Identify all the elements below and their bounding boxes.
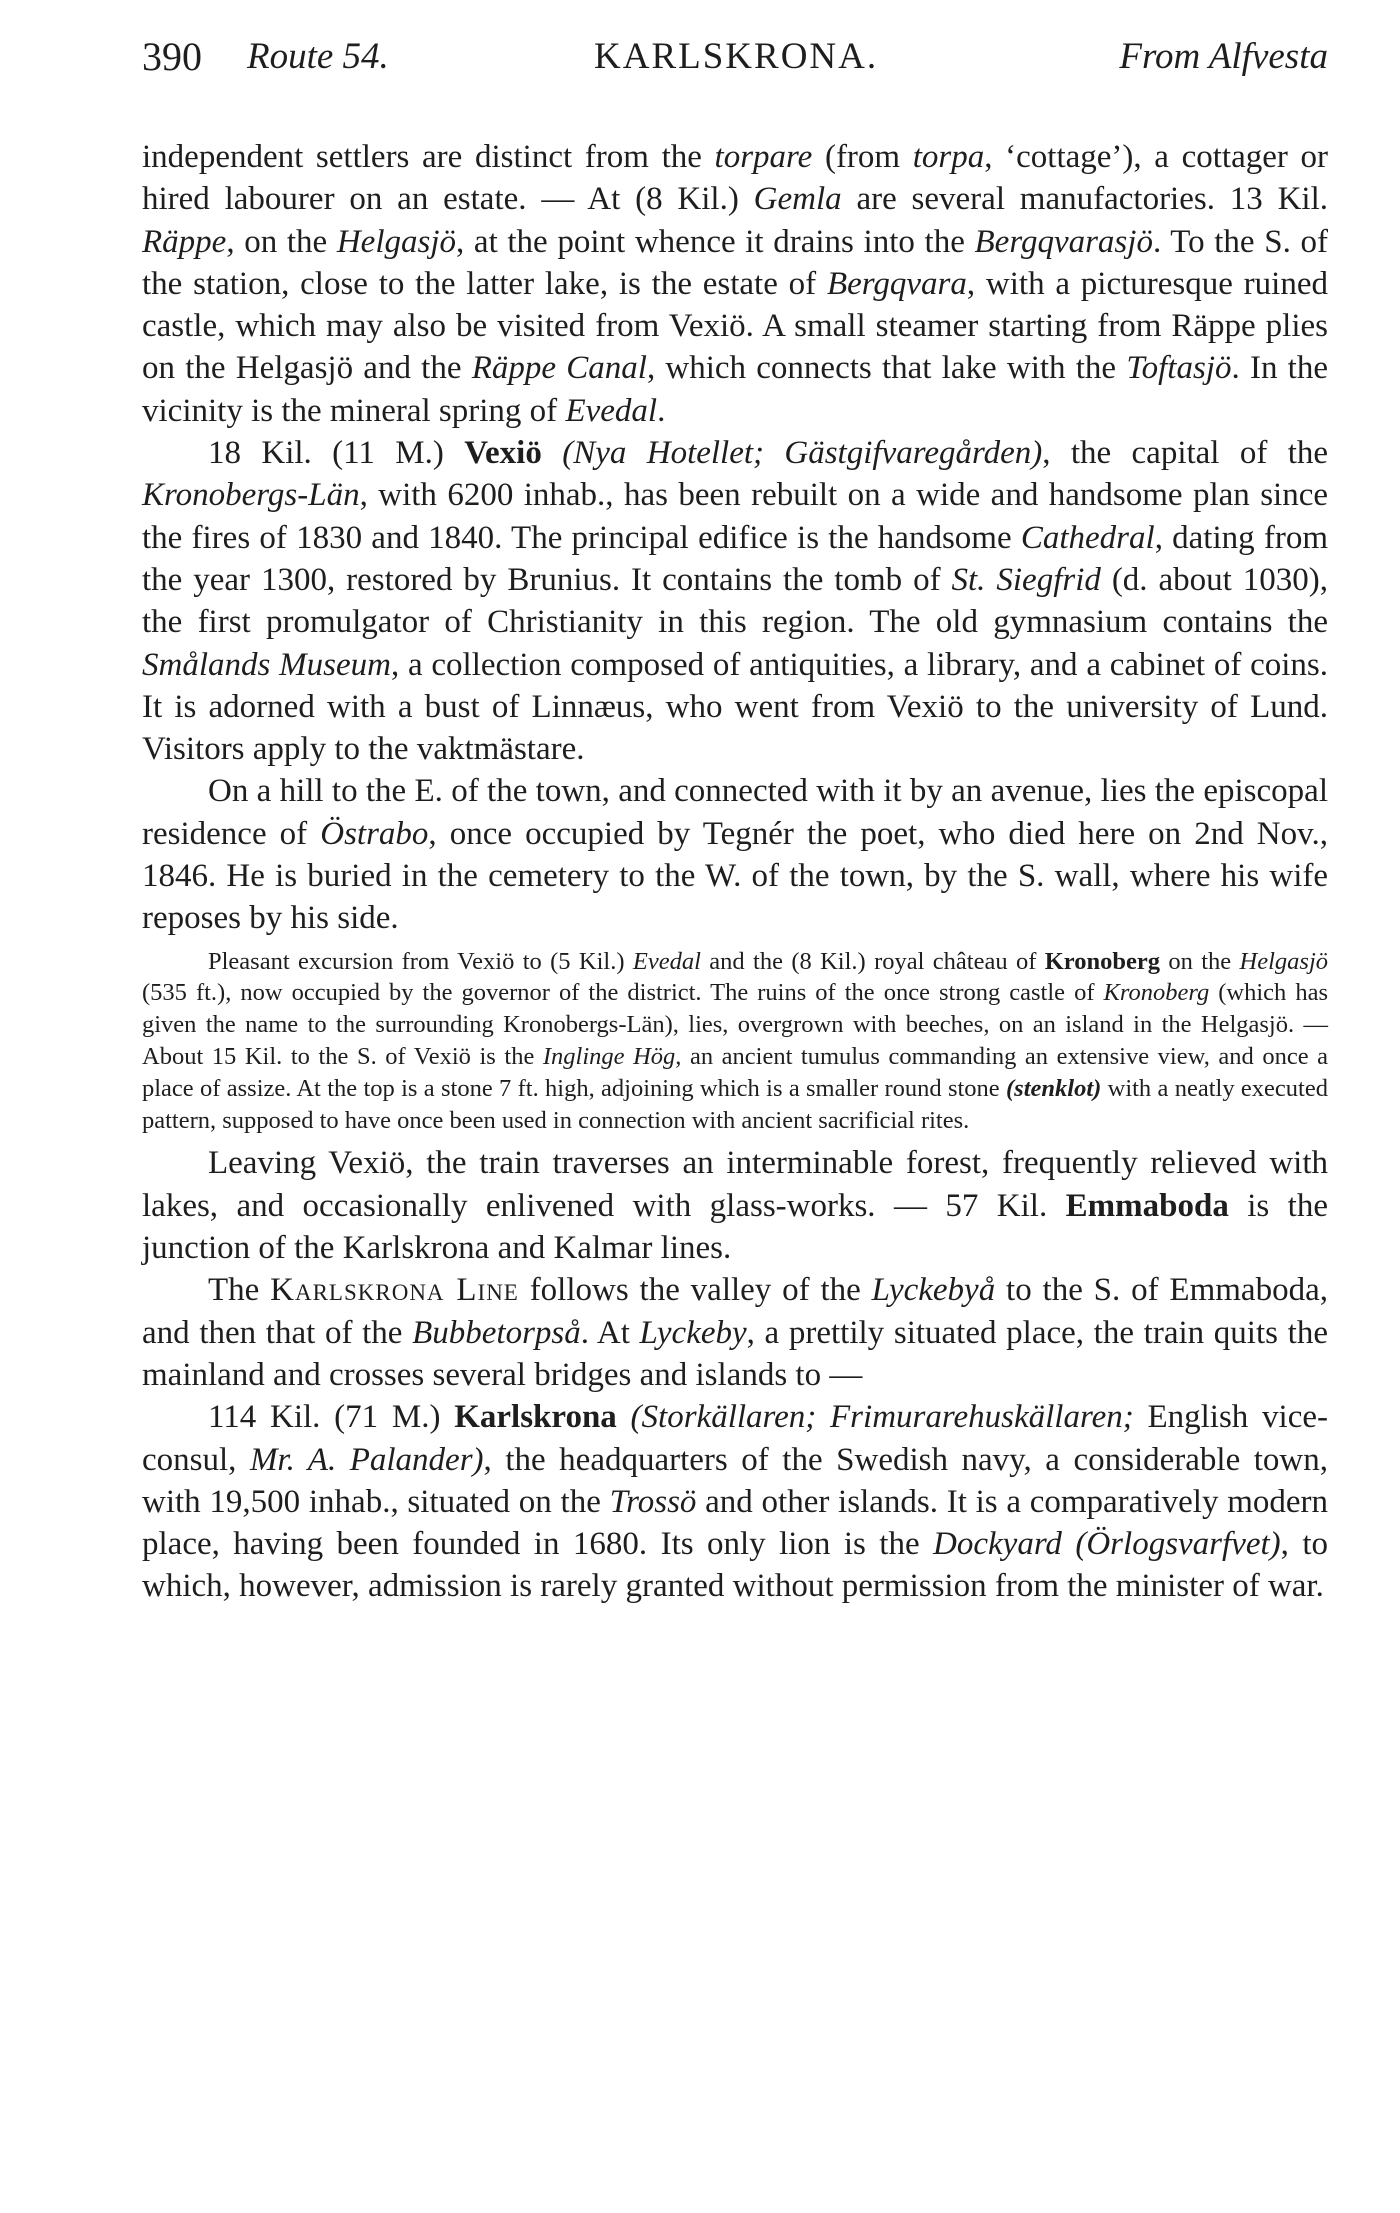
paragraph-excursion: Pleasant excursion from Vexiö to (5 Kil.) Evedal and the (8 Kil.) royal château of Kronoberg on the Helgasjö (535 ft.), now occupied by the governor of the district. The ruins of the once strong castle of Kronoberg (which has given the name to the surrounding Kronobergs-Län), lies, overgrown with beeches, on an island in the Helgasjö. — About 15 Kil. to the S. of Vexiö is the Inglinge Hög, an ancient tumulus commanding an extensive view, and once a place of assize. At the top is a stone 7 ft. high, adjoining which is a smaller round stone (stenklot) with a neatly executed pattern, supposed to have once been used in connection with ancient sacrificial rites.: [142, 947, 1329, 1134]
paragraph-karlskrona-line: The Karlskrona Line follows the valley of the Lyckebyå to the S. of Emmaboda, and then that of the Bubbetorpså. At Lyckeby, a prettily situated place, the train quits the mainland and crosses several bridges and islands to —: [142, 1272, 1328, 1393]
route-label: Route 54.: [247, 36, 389, 77]
running-header: [142, 28, 1328, 86]
paragraph-leaving-vexio: Leaving Vexiö, the train traverses an interminable forest, frequently relieved with lakes, and occasionally enlivened with glass-works. — 57 Kil. Emmaboda is the junction of the Karlskrona and Kalmar lines.: [142, 1145, 1328, 1267]
page-title: KARLSKRONA.: [594, 36, 879, 77]
excursion-note: [142, 946, 1328, 1137]
paragraph-settlers: independent settlers are distinct from the torpare (from torpa, ‘cottage’), a cottager or hired labourer on an estate. — At (8 Kil.) Gemla are several manufactories. 13 Kil. Räppe, on the Helgasjö, at the point whence it drains into the Bergqvarasjö. To the S. of the station, close to the latter lake, is the estate of Bergqvara, with a picturesque ruined castle, which may also be visited from Vexiö. A small steamer starting from Räppe plies on the Helgasjö and the Räppe Canal, which connects that lake with the Toftasjö. In the vicinity is the mineral spring of Evedal.: [142, 139, 1329, 429]
paragraph-karlskrona: 114 Kil. (71 M.) Karlskrona (Storkällaren; Frimurarehuskällaren; English vice-consul, Mr. A. Palander), the headquarters of the Swedish navy, a considerable town, with 19,500 inhab., situated on the Trossö and other islands. It is a comparatively modern place, having been founded in 1680. Its only lion is the Dockyard (Örlogsvarfvet), to which, however, admission is rarely granted without permission from the minister of war.: [142, 1399, 1329, 1605]
from-label: From Alfvesta: [1119, 36, 1328, 77]
book-page: [142, 28, 1328, 1608]
body-text: [142, 136, 1328, 1608]
paragraph-ostrabo: On a hill to the E. of the town, and connected with it by an avenue, lies the episcopal residence of Östrabo, once occupied by Tegnér the poet, who died here on 2nd Nov., 1846. He is buried in the cemetery to the W. of the town, by the S. wall, where his wife reposes by his side.: [142, 773, 1328, 937]
paragraph-vexio: 18 Kil. (11 M.) Vexiö (Nya Hotellet; Gästgifvaregården), the capital of the Kronobergs-Län, with 6200 inhab., has been rebuilt on a wide and handsome plan since the fires of 1830 and 1840. The principal edifice is the handsome Cathedral, dating from the year 1300, restored by Brunius. It contains the tomb of St. Siegfrid (d. about 1030), the first promulgator of Christianity in this region. The old gymnasium contains the Smålands Museum, a collection composed of antiquities, a library, and a cabinet of coins. It is adorned with a bust of Linnæus, who went from Vexiö to the university of Lund. Visitors apply to the vaktmästare.: [142, 435, 1329, 768]
page-number: 390: [142, 34, 202, 79]
